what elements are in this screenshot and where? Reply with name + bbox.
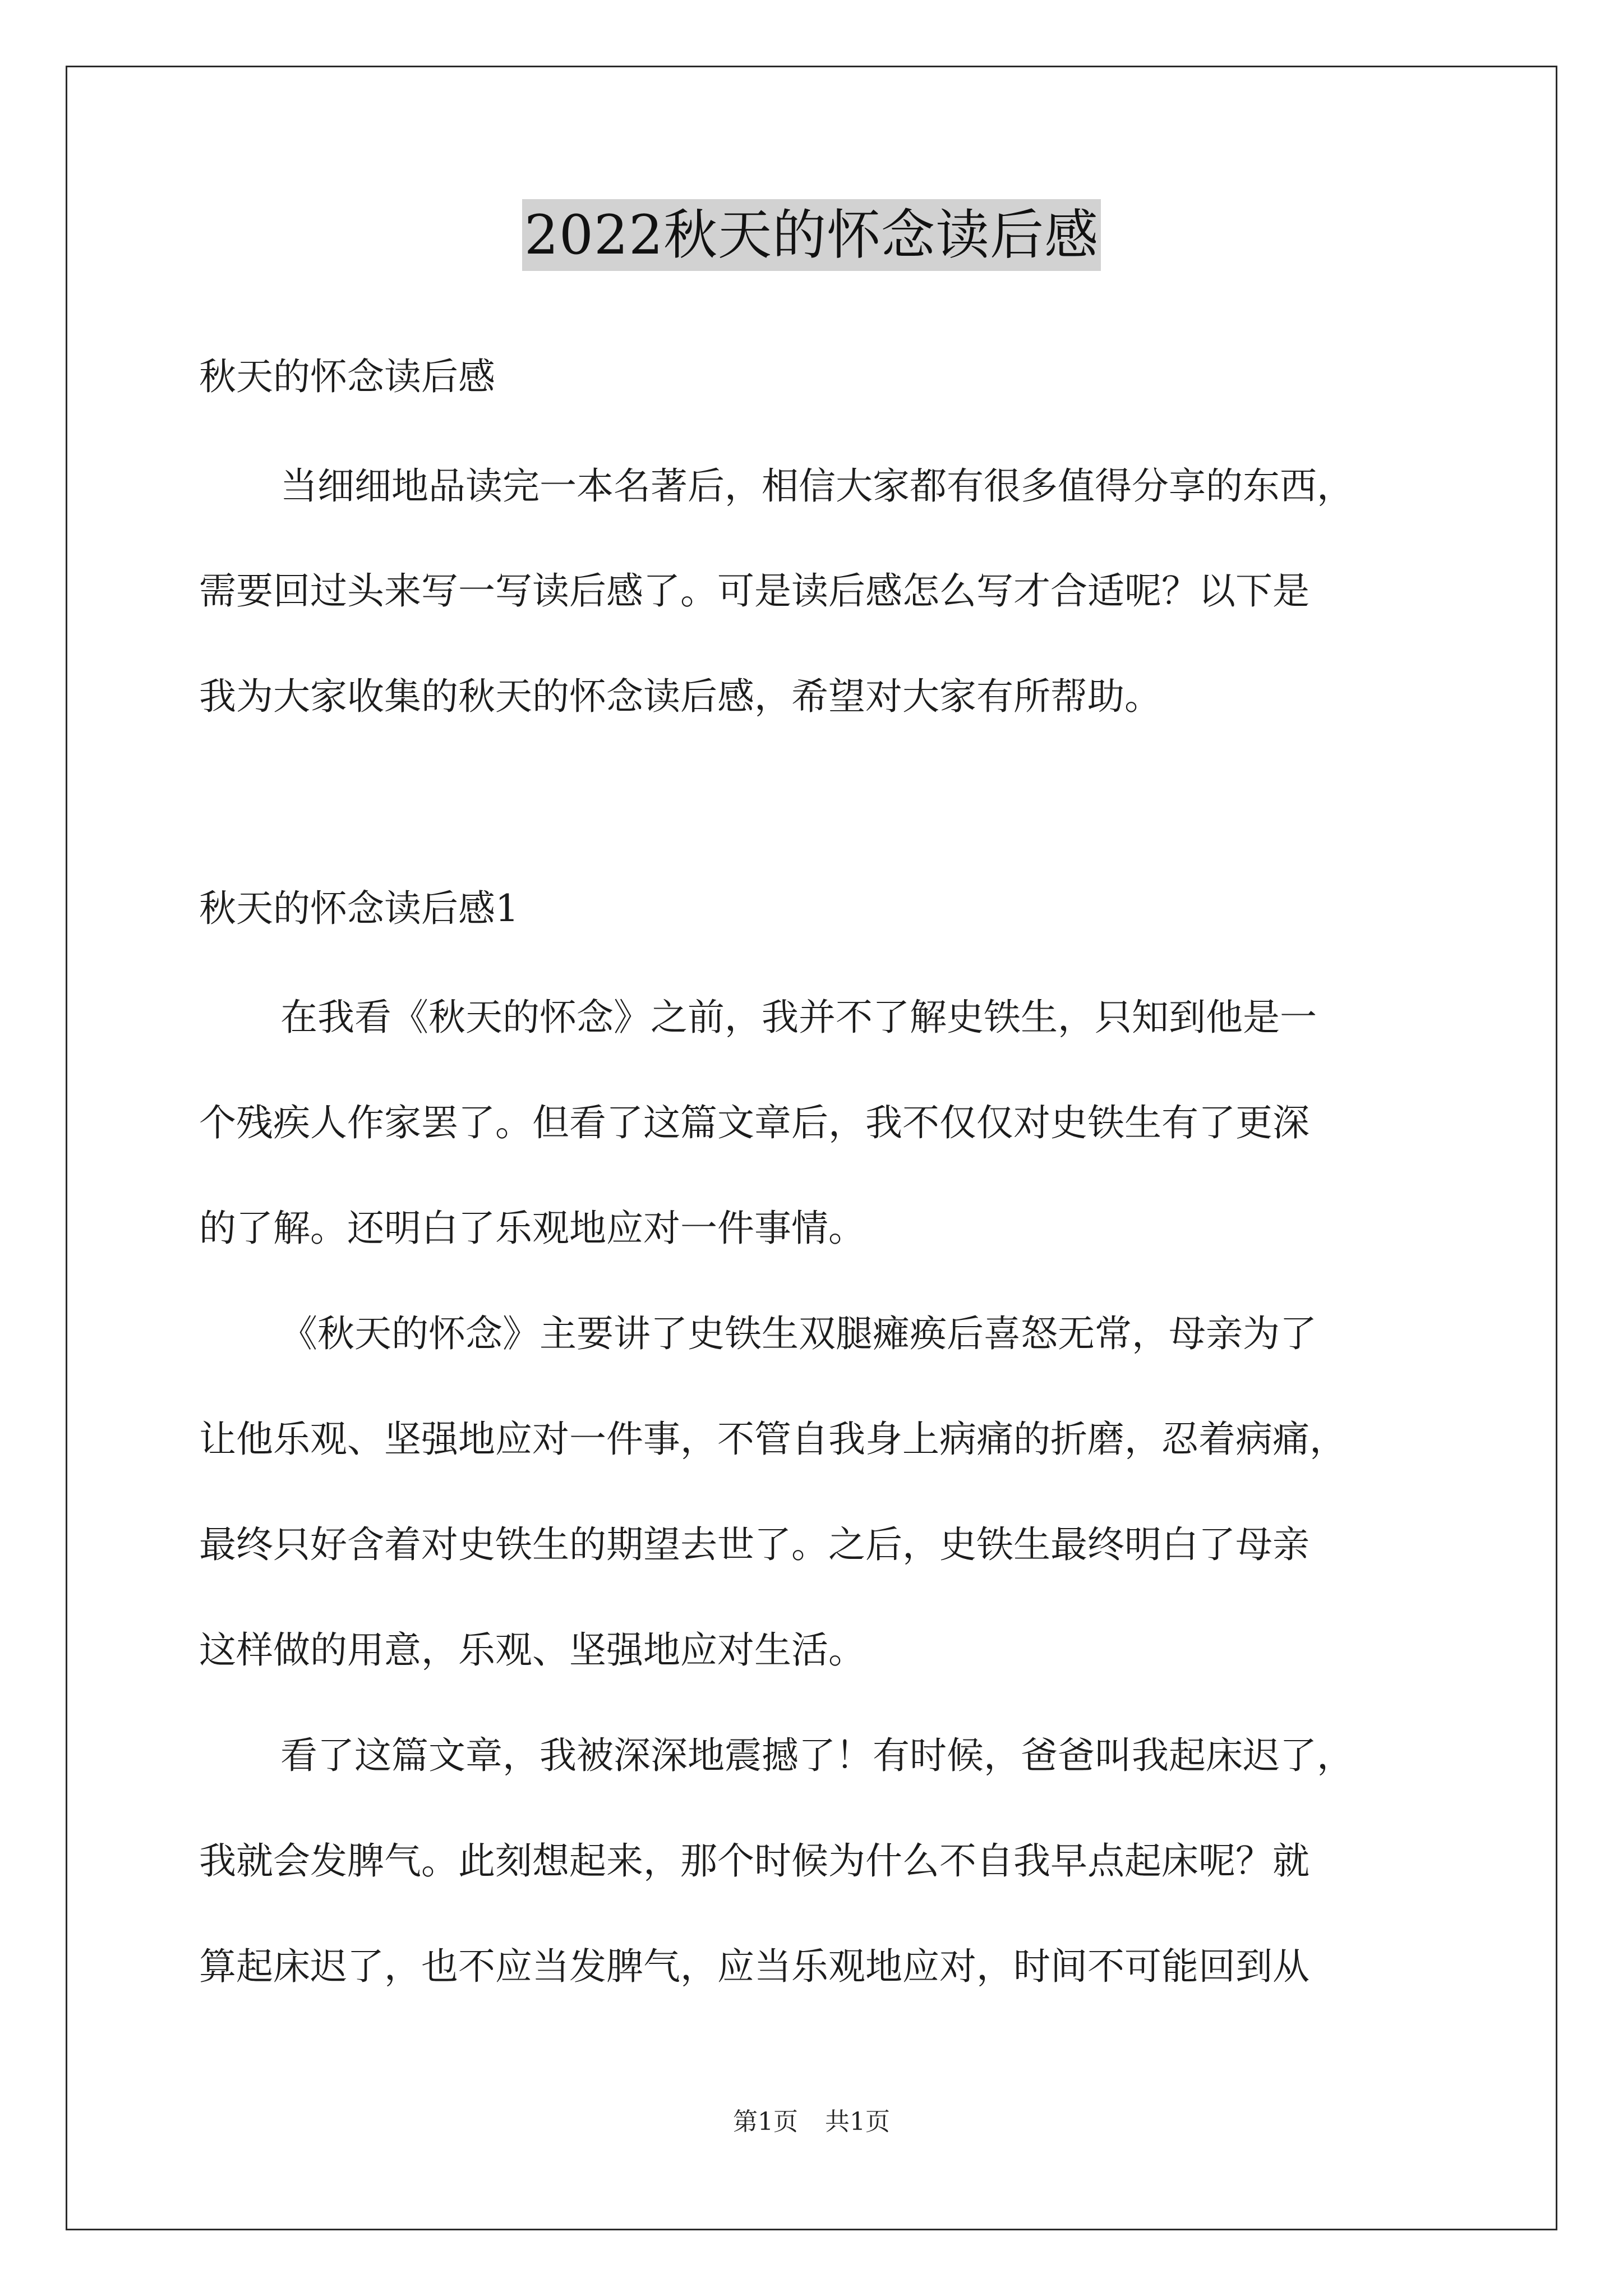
paragraph-line: 的了解。还明白了乐观地应对一件事情。 bbox=[199, 1207, 865, 1250]
paragraph-line: 看了这篇文章，我被深深地震撼了！有时候，爸爸叫我起床迟了， bbox=[280, 1734, 1354, 1777]
paragraph-line: 个残疾人作家罢了。但看了这篇文章后，我不仅仅对史铁生有了更深 bbox=[199, 1101, 1310, 1144]
document-title: 2022秋天的怀念读后感 bbox=[522, 199, 1101, 271]
paragraph-line: 需要回过头来写一写读后感了。可是读后感怎么写才合适呢？以下是 bbox=[199, 569, 1310, 613]
page-footer bbox=[0, 2106, 1623, 2138]
paragraph-line: 当细细地品读完一本名著后，相信大家都有很多值得分享的东西， bbox=[280, 464, 1354, 508]
page-total: 共1页 bbox=[825, 2108, 890, 2136]
title-container bbox=[0, 199, 1623, 271]
paragraph-line: 我就会发脾气。此刻想起来，那个时候为什么不自我早点起床呢？就 bbox=[199, 1839, 1310, 1883]
paragraph-line: 我为大家收集的秋天的怀念读后感，希望对大家有所帮助。 bbox=[199, 675, 1161, 718]
section-heading: 秋天的怀念读后感 bbox=[199, 355, 495, 398]
paragraph-line: 算起床迟了，也不应当发脾气，应当乐观地应对，时间不可能回到从 bbox=[199, 1945, 1310, 1988]
paragraph-line: 让他乐观、坚强地应对一件事，不管自我身上病痛的折磨，忍着病痛， bbox=[199, 1418, 1347, 1461]
paragraph-line: 最终只好含着对史铁生的期望去世了。之后，史铁生最终明白了母亲 bbox=[199, 1523, 1310, 1566]
page-number: 第1页 bbox=[733, 2108, 798, 2136]
section-heading: 秋天的怀念读后感1 bbox=[199, 887, 519, 930]
paragraph-line: 这样做的用意，乐观、坚强地应对生活。 bbox=[199, 1628, 865, 1672]
paragraph-line: 在我看《秋天的怀念》之前，我并不了解史铁生，只知到他是一 bbox=[280, 996, 1317, 1039]
paragraph-line: 《秋天的怀念》主要讲了史铁生双腿瘫痪后喜怒无常，母亲为了 bbox=[280, 1312, 1317, 1355]
